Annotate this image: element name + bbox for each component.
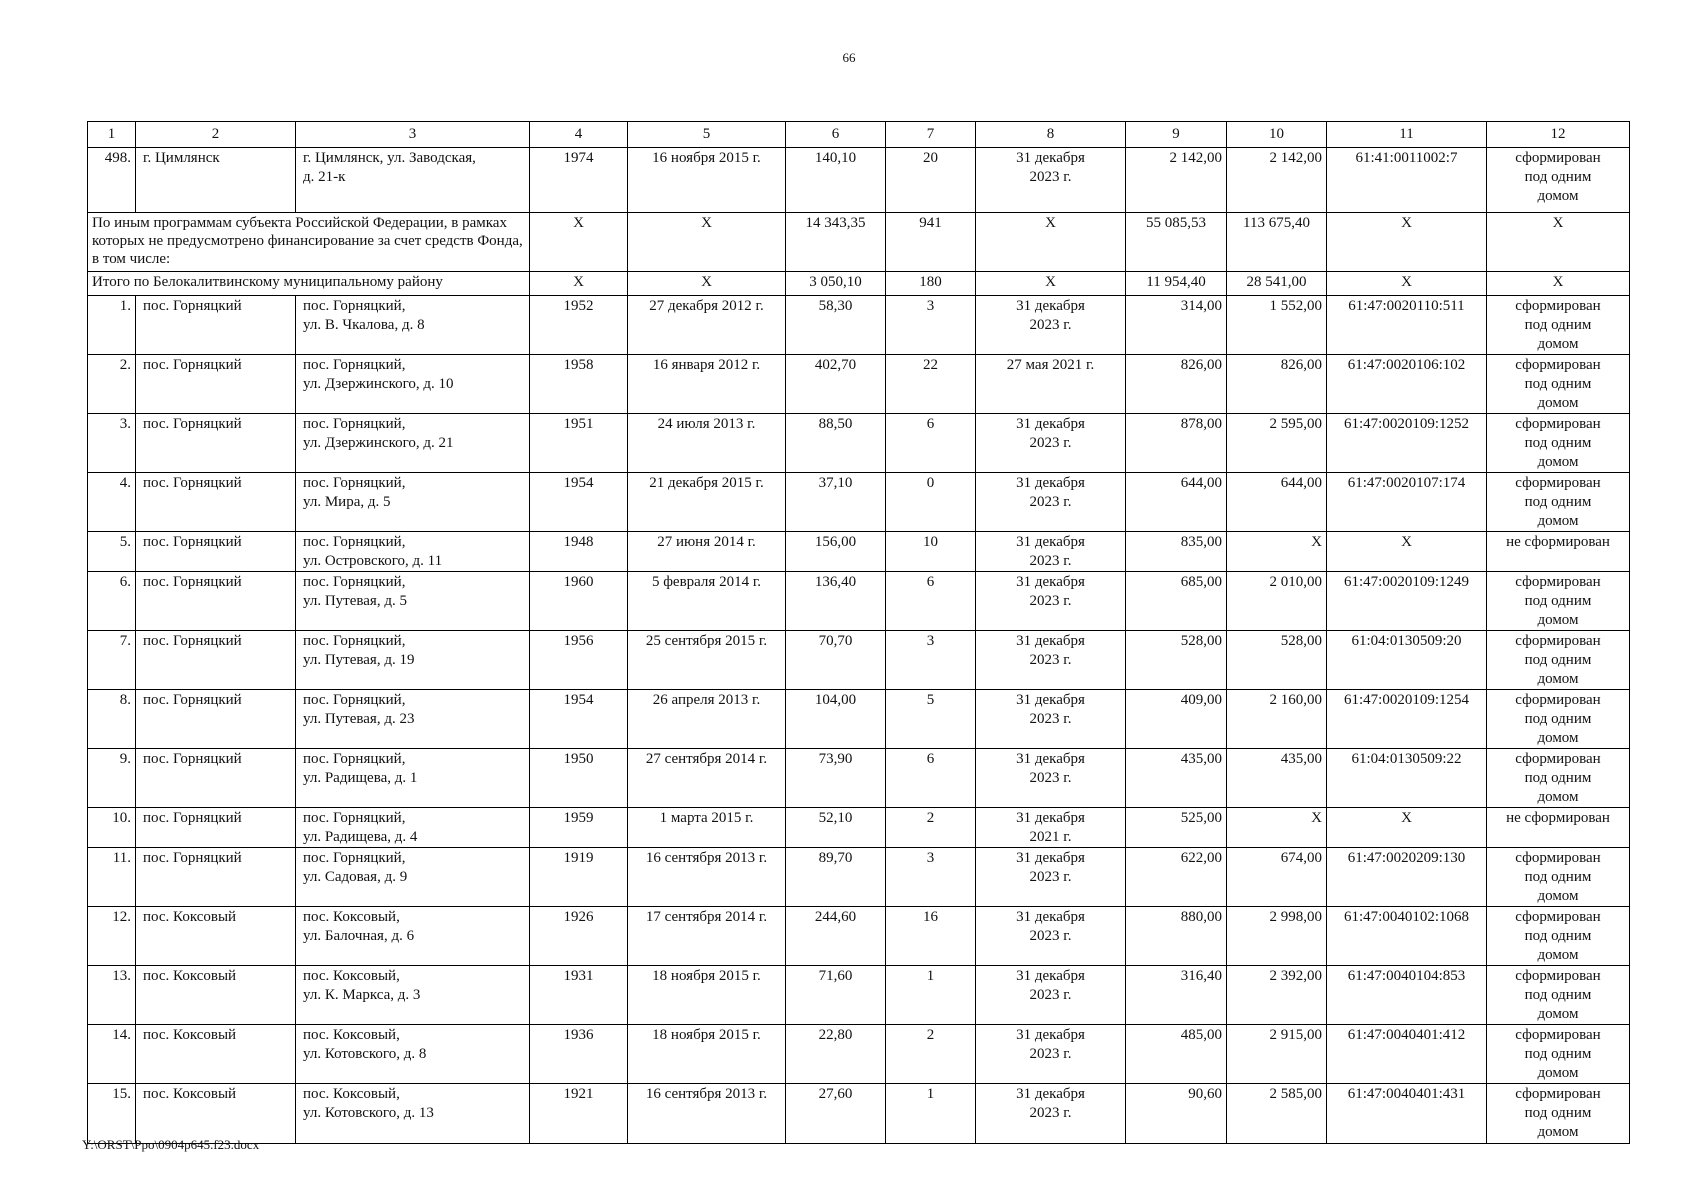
date-cell: 16 сентября 2013 г. — [628, 848, 786, 907]
value-9-cell: 90,60 — [1126, 1084, 1227, 1144]
summary-row-other-programs — [88, 213, 1630, 272]
table-row — [88, 848, 1630, 907]
people-cell: 10 — [886, 532, 976, 572]
date-cell: 26 апреля 2013 г. — [628, 690, 786, 749]
settlement-cell: пос. Коксовый — [136, 966, 296, 1025]
date-cell: 18 ноября 2015 г. — [628, 966, 786, 1025]
column-header: 6 — [786, 122, 886, 148]
area-cell: 402,70 — [786, 355, 886, 414]
address-cell: пос. Горняцкий, ул. Путевая, д. 19 — [296, 631, 530, 690]
value-9-cell: 826,00 — [1126, 355, 1227, 414]
status-cell: не сформирован — [1487, 532, 1630, 572]
page-number: 66 — [842, 50, 856, 65]
deadline-cell: 31 декабря 2023 г. — [976, 148, 1126, 213]
date-cell: 21 декабря 2015 г. — [628, 473, 786, 532]
year-cell: 1952 — [530, 296, 628, 355]
area-cell: 73,90 — [786, 749, 886, 808]
settlement-cell: пос. Горняцкий — [136, 414, 296, 473]
address-cell: пос. Горняцкий, ул. Путевая, д. 23 — [296, 690, 530, 749]
address-cell: пос. Горняцкий, ул. Дзержинского, д. 10 — [296, 355, 530, 414]
settlement-cell: пос. Горняцкий — [136, 631, 296, 690]
column-header: 3 — [296, 122, 530, 148]
address-cell: пос. Горняцкий, ул. Путевая, д. 5 — [296, 572, 530, 631]
deadline-cell: 31 декабря 2023 г. — [976, 572, 1126, 631]
row-number: 2. — [88, 355, 136, 414]
area-cell: 140,10 — [786, 148, 886, 213]
year-cell: 1936 — [530, 1025, 628, 1084]
summary-cell: X — [1487, 213, 1630, 272]
people-cell: 0 — [886, 473, 976, 532]
value-10-cell: 2 142,00 — [1227, 148, 1327, 213]
value-10-cell: 644,00 — [1227, 473, 1327, 532]
date-cell: 16 января 2012 г. — [628, 355, 786, 414]
area-cell: 156,00 — [786, 532, 886, 572]
cadastral-number-cell: 61:04:0130509:22 — [1327, 749, 1487, 808]
value-10-cell: 1 552,00 — [1227, 296, 1327, 355]
settlement-cell: г. Цимлянск — [136, 148, 296, 213]
settlement-cell: пос. Горняцкий — [136, 808, 296, 848]
cadastral-number-cell: 61:47:0020107:174 — [1327, 473, 1487, 532]
row-number: 7. — [88, 631, 136, 690]
address-cell: пос. Горняцкий, ул. Дзержинского, д. 21 — [296, 414, 530, 473]
deadline-cell: 31 декабря 2023 г. — [976, 749, 1126, 808]
year-cell: 1958 — [530, 355, 628, 414]
settlement-cell: пос. Горняцкий — [136, 749, 296, 808]
summary-cell: 113 675,40 — [1227, 213, 1327, 272]
row-number: 14. — [88, 1025, 136, 1084]
deadline-cell: 31 декабря 2023 г. — [976, 473, 1126, 532]
address-cell: пос. Коксовый, ул. Балочная, д. 6 — [296, 907, 530, 966]
summary-cell: X — [1327, 272, 1487, 296]
settlement-cell: пос. Коксовый — [136, 907, 296, 966]
status-cell: сформирован под одним домом — [1487, 414, 1630, 473]
row-number: 8. — [88, 690, 136, 749]
people-cell: 6 — [886, 572, 976, 631]
year-cell: 1948 — [530, 532, 628, 572]
settlement-cell: пос. Коксовый — [136, 1025, 296, 1084]
cadastral-number-cell: 61:47:0040104:853 — [1327, 966, 1487, 1025]
deadline-cell: 27 мая 2021 г. — [976, 355, 1126, 414]
area-cell: 52,10 — [786, 808, 886, 848]
date-cell: 25 сентября 2015 г. — [628, 631, 786, 690]
people-cell: 16 — [886, 907, 976, 966]
cadastral-number-cell: 61:47:0020110:511 — [1327, 296, 1487, 355]
table-row — [88, 1084, 1630, 1144]
address-cell: пос. Горняцкий, ул. Садовая, д. 9 — [296, 848, 530, 907]
address-cell: пос. Горняцкий, ул. Островского, д. 11 — [296, 532, 530, 572]
cadastral-number-cell: 61:47:0040401:412 — [1327, 1025, 1487, 1084]
housing-table-wrapper — [87, 121, 1630, 1144]
settlement-cell: пос. Коксовый — [136, 1084, 296, 1144]
cadastral-number-cell: 61:04:0130509:20 — [1327, 631, 1487, 690]
status-cell: сформирован под одним домом — [1487, 907, 1630, 966]
table-row — [88, 532, 1630, 572]
value-9-cell: 835,00 — [1126, 532, 1227, 572]
summary-label: Итого по Белокалитвинскому муниципальному району — [88, 272, 530, 296]
summary-cell: X — [530, 213, 628, 272]
table-row — [88, 355, 1630, 414]
row-number: 3. — [88, 414, 136, 473]
date-cell: 5 февраля 2014 г. — [628, 572, 786, 631]
date-cell: 27 декабря 2012 г. — [628, 296, 786, 355]
summary-cell: 55 085,53 — [1126, 213, 1227, 272]
status-cell: сформирован под одним домом — [1487, 848, 1630, 907]
area-cell: 136,40 — [786, 572, 886, 631]
value-9-cell: 528,00 — [1126, 631, 1227, 690]
year-cell: 1959 — [530, 808, 628, 848]
deadline-cell: 31 декабря 2023 г. — [976, 631, 1126, 690]
address-cell: пос. Коксовый, ул. К. Маркса, д. 3 — [296, 966, 530, 1025]
status-cell: сформирован под одним домом — [1487, 631, 1630, 690]
area-cell: 70,70 — [786, 631, 886, 690]
status-cell: сформирован под одним домом — [1487, 296, 1630, 355]
deadline-cell: 31 декабря 2023 г. — [976, 848, 1126, 907]
column-header: 8 — [976, 122, 1126, 148]
summary-cell: X — [628, 213, 786, 272]
value-9-cell: 622,00 — [1126, 848, 1227, 907]
cadastral-number-cell: 61:47:0040102:1068 — [1327, 907, 1487, 966]
year-cell: 1954 — [530, 690, 628, 749]
row-number: 498. — [88, 148, 136, 213]
column-header: 11 — [1327, 122, 1487, 148]
value-9-cell: 2 142,00 — [1126, 148, 1227, 213]
address-cell: пос. Горняцкий, ул. Радищева, д. 4 — [296, 808, 530, 848]
year-cell: 1951 — [530, 414, 628, 473]
row-number: 1. — [88, 296, 136, 355]
people-cell: 1 — [886, 1084, 976, 1144]
deadline-cell: 31 декабря 2023 г. — [976, 907, 1126, 966]
date-cell: 27 июня 2014 г. — [628, 532, 786, 572]
summary-cell: X — [530, 272, 628, 296]
status-cell: сформирован под одним домом — [1487, 966, 1630, 1025]
year-cell: 1956 — [530, 631, 628, 690]
value-10-cell: X — [1227, 808, 1327, 848]
summary-cell: 180 — [886, 272, 976, 296]
year-cell: 1950 — [530, 749, 628, 808]
row-number: 10. — [88, 808, 136, 848]
year-cell: 1921 — [530, 1084, 628, 1144]
value-10-cell: 2 915,00 — [1227, 1025, 1327, 1084]
table-row — [88, 690, 1630, 749]
settlement-cell: пос. Горняцкий — [136, 355, 296, 414]
value-9-cell: 644,00 — [1126, 473, 1227, 532]
people-cell: 1 — [886, 966, 976, 1025]
column-header: 9 — [1126, 122, 1227, 148]
table-row — [88, 473, 1630, 532]
date-cell: 1 марта 2015 г. — [628, 808, 786, 848]
settlement-cell: пос. Горняцкий — [136, 473, 296, 532]
value-10-cell: 2 160,00 — [1227, 690, 1327, 749]
row-number: 6. — [88, 572, 136, 631]
table-row — [88, 907, 1630, 966]
column-number-header-row — [88, 122, 1630, 148]
table-row — [88, 414, 1630, 473]
table-row — [88, 631, 1630, 690]
year-cell: 1919 — [530, 848, 628, 907]
table-row — [88, 296, 1630, 355]
value-10-cell: 2 998,00 — [1227, 907, 1327, 966]
summary-cell: X — [628, 272, 786, 296]
area-cell: 104,00 — [786, 690, 886, 749]
address-cell: пос. Горняцкий, ул. В. Чкалова, д. 8 — [296, 296, 530, 355]
settlement-cell: пос. Горняцкий — [136, 572, 296, 631]
status-cell: сформирован под одним домом — [1487, 473, 1630, 532]
column-header: 5 — [628, 122, 786, 148]
cadastral-number-cell: 61:47:0020109:1254 — [1327, 690, 1487, 749]
people-cell: 2 — [886, 808, 976, 848]
summary-cell: X — [1487, 272, 1630, 296]
cadastral-number-cell: 61:47:0040401:431 — [1327, 1084, 1487, 1144]
year-cell: 1954 — [530, 473, 628, 532]
value-9-cell: 314,00 — [1126, 296, 1227, 355]
date-cell: 16 ноября 2015 г. — [628, 148, 786, 213]
value-9-cell: 525,00 — [1126, 808, 1227, 848]
date-cell: 17 сентября 2014 г. — [628, 907, 786, 966]
table-row — [88, 966, 1630, 1025]
settlement-cell: пос. Горняцкий — [136, 848, 296, 907]
value-10-cell: 2 392,00 — [1227, 966, 1327, 1025]
row-number: 12. — [88, 907, 136, 966]
value-9-cell: 435,00 — [1126, 749, 1227, 808]
people-cell: 3 — [886, 631, 976, 690]
value-10-cell: 2 010,00 — [1227, 572, 1327, 631]
year-cell: 1926 — [530, 907, 628, 966]
area-cell: 58,30 — [786, 296, 886, 355]
area-cell: 37,10 — [786, 473, 886, 532]
area-cell: 88,50 — [786, 414, 886, 473]
year-cell: 1931 — [530, 966, 628, 1025]
table-row — [88, 808, 1630, 848]
people-cell: 3 — [886, 296, 976, 355]
row-number: 15. — [88, 1084, 136, 1144]
summary-cell: 28 541,00 — [1227, 272, 1327, 296]
deadline-cell: 31 декабря 2023 г. — [976, 1084, 1126, 1144]
status-cell: сформирован под одним домом — [1487, 749, 1630, 808]
deadline-cell: 31 декабря 2023 г. — [976, 966, 1126, 1025]
year-cell: 1974 — [530, 148, 628, 213]
people-cell: 20 — [886, 148, 976, 213]
table-row — [88, 1025, 1630, 1084]
date-cell: 18 ноября 2015 г. — [628, 1025, 786, 1084]
cadastral-number-cell: 61:47:0020209:130 — [1327, 848, 1487, 907]
people-cell: 5 — [886, 690, 976, 749]
area-cell: 89,70 — [786, 848, 886, 907]
column-header: 10 — [1227, 122, 1327, 148]
cadastral-number-cell: X — [1327, 808, 1487, 848]
area-cell: 244,60 — [786, 907, 886, 966]
summary-cell: 941 — [886, 213, 976, 272]
status-cell: сформирован под одним домом — [1487, 690, 1630, 749]
row-number: 11. — [88, 848, 136, 907]
cadastral-number-cell: 61:47:0020106:102 — [1327, 355, 1487, 414]
cadastral-number-cell: 61:47:0020109:1249 — [1327, 572, 1487, 631]
table-row — [88, 148, 1630, 213]
column-header: 12 — [1487, 122, 1630, 148]
value-9-cell: 878,00 — [1126, 414, 1227, 473]
cadastral-number-cell: 61:47:0020109:1252 — [1327, 414, 1487, 473]
people-cell: 2 — [886, 1025, 976, 1084]
summary-cell: X — [1327, 213, 1487, 272]
address-cell: г. Цимлянск, ул. Заводская, д. 21-к — [296, 148, 530, 213]
deadline-cell: 31 декабря 2023 г. — [976, 532, 1126, 572]
settlement-cell: пос. Горняцкий — [136, 296, 296, 355]
deadline-cell: 31 декабря 2023 г. — [976, 296, 1126, 355]
status-cell: сформирован под одним домом — [1487, 148, 1630, 213]
value-10-cell: 2 595,00 — [1227, 414, 1327, 473]
status-cell: не сформирован — [1487, 808, 1630, 848]
value-9-cell: 409,00 — [1126, 690, 1227, 749]
row-number: 4. — [88, 473, 136, 532]
value-9-cell: 316,40 — [1126, 966, 1227, 1025]
value-10-cell: 435,00 — [1227, 749, 1327, 808]
date-cell: 24 июля 2013 г. — [628, 414, 786, 473]
row-number: 9. — [88, 749, 136, 808]
area-cell: 22,80 — [786, 1025, 886, 1084]
value-9-cell: 485,00 — [1126, 1025, 1227, 1084]
date-cell: 16 сентября 2013 г. — [628, 1084, 786, 1144]
status-cell: сформирован под одним домом — [1487, 1084, 1630, 1144]
year-cell: 1960 — [530, 572, 628, 631]
value-10-cell: 674,00 — [1227, 848, 1327, 907]
summary-cell: 14 343,35 — [786, 213, 886, 272]
value-10-cell: 826,00 — [1227, 355, 1327, 414]
summary-row-district — [88, 272, 1630, 296]
value-10-cell: 528,00 — [1227, 631, 1327, 690]
people-cell: 22 — [886, 355, 976, 414]
summary-label: По иным программам субъекта Российской Федерации, в рамках которых не предусмотрено финансирование за счет средств Фонда, в том числе: — [88, 213, 530, 272]
cadastral-number-cell: 61:41:0011002:7 — [1327, 148, 1487, 213]
area-cell: 71,60 — [786, 966, 886, 1025]
row-number: 5. — [88, 532, 136, 572]
cadastral-number-cell: X — [1327, 532, 1487, 572]
status-cell: сформирован под одним домом — [1487, 572, 1630, 631]
deadline-cell: 31 декабря 2023 г. — [976, 414, 1126, 473]
summary-cell: X — [976, 213, 1126, 272]
people-cell: 6 — [886, 414, 976, 473]
address-cell: пос. Коксовый, ул. Котовского, д. 8 — [296, 1025, 530, 1084]
column-header: 4 — [530, 122, 628, 148]
status-cell: сформирован под одним домом — [1487, 1025, 1630, 1084]
people-cell: 3 — [886, 848, 976, 907]
settlement-cell: пос. Горняцкий — [136, 532, 296, 572]
status-cell: сформирован под одним домом — [1487, 355, 1630, 414]
summary-cell: X — [976, 272, 1126, 296]
table-row — [88, 749, 1630, 808]
address-cell: пос. Горняцкий, ул. Мира, д. 5 — [296, 473, 530, 532]
table-row — [88, 572, 1630, 631]
value-9-cell: 685,00 — [1126, 572, 1227, 631]
area-cell: 27,60 — [786, 1084, 886, 1144]
value-10-cell: X — [1227, 532, 1327, 572]
row-number: 13. — [88, 966, 136, 1025]
footer-file-path: Y:\ORST\Ppo\0904p645.f23.docx — [82, 1137, 260, 1152]
date-cell: 27 сентября 2014 г. — [628, 749, 786, 808]
column-header: 1 — [88, 122, 136, 148]
address-cell: пос. Коксовый, ул. Котовского, д. 13 — [296, 1084, 530, 1144]
housing-table — [87, 121, 1630, 1144]
value-9-cell: 880,00 — [1126, 907, 1227, 966]
settlement-cell: пос. Горняцкий — [136, 690, 296, 749]
people-cell: 6 — [886, 749, 976, 808]
column-header: 7 — [886, 122, 976, 148]
deadline-cell: 31 декабря 2021 г. — [976, 808, 1126, 848]
deadline-cell: 31 декабря 2023 г. — [976, 690, 1126, 749]
address-cell: пос. Горняцкий, ул. Радищева, д. 1 — [296, 749, 530, 808]
summary-cell: 11 954,40 — [1126, 272, 1227, 296]
summary-cell: 3 050,10 — [786, 272, 886, 296]
deadline-cell: 31 декабря 2023 г. — [976, 1025, 1126, 1084]
column-header: 2 — [136, 122, 296, 148]
value-10-cell: 2 585,00 — [1227, 1084, 1327, 1144]
